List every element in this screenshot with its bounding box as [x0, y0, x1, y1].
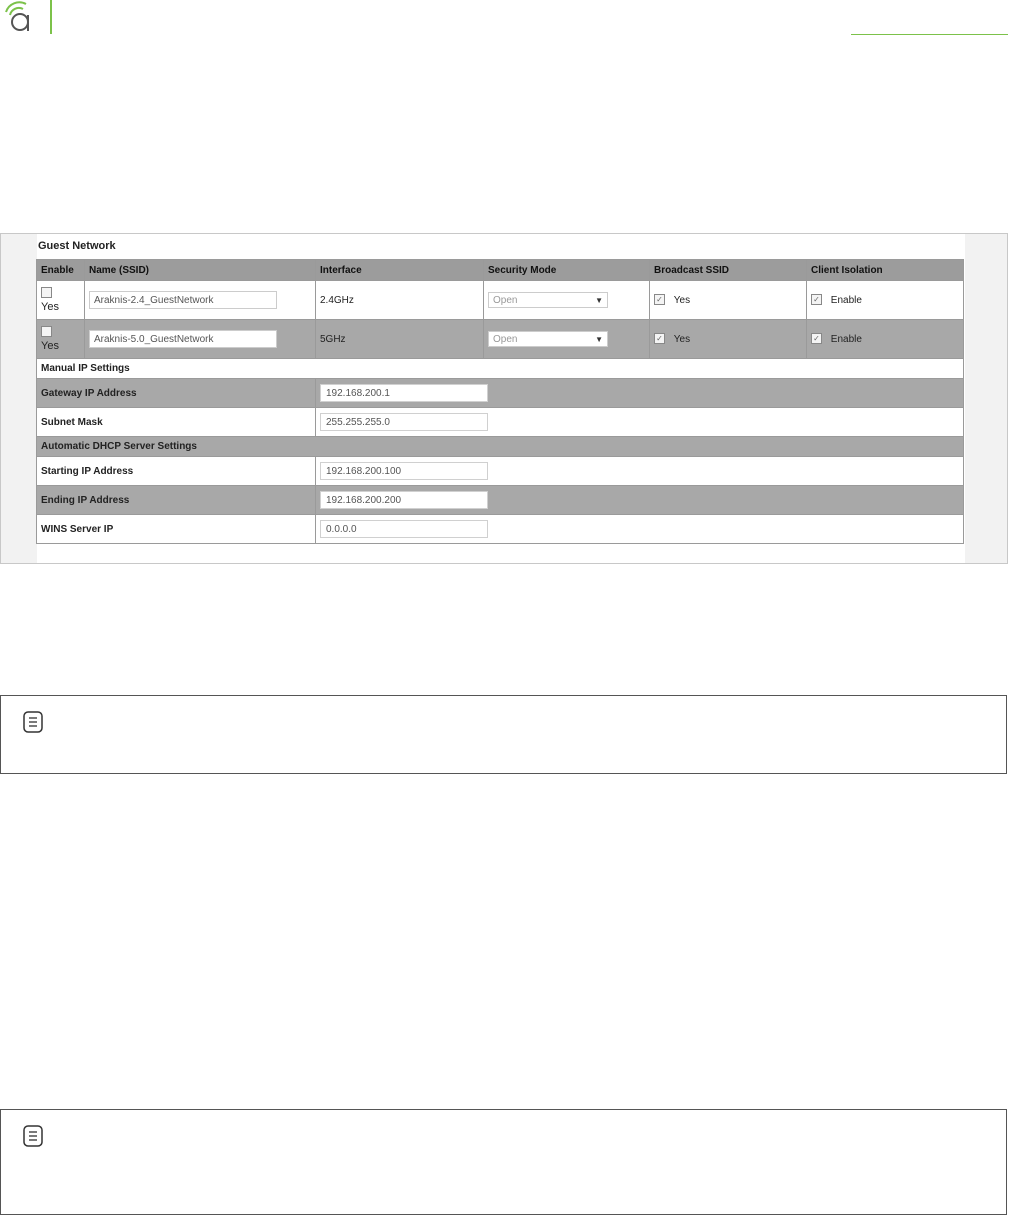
subnet-label: Subnet Mask [37, 408, 316, 437]
enable-label: Yes [41, 301, 59, 313]
isolation-label: Enable [830, 333, 862, 345]
enable-cell [37, 281, 85, 320]
broadcast-cell [650, 320, 807, 359]
dropdown-arrow-icon: ▼ [595, 296, 603, 305]
start-ip-input[interactable]: 192.168.200.100 [320, 462, 488, 480]
gateway-ip-input[interactable]: 192.168.200.1 [320, 384, 488, 402]
dropdown-arrow-icon: ▼ [595, 335, 603, 344]
table-row [37, 408, 964, 437]
start-ip-cell [316, 457, 964, 486]
note-box [0, 695, 1007, 774]
isolation-cell [807, 320, 964, 359]
ssid-input[interactable]: Araknis-5.0_GuestNetwork [89, 330, 277, 348]
table-row [37, 379, 964, 408]
table-header-row [37, 260, 964, 281]
table-row [37, 320, 964, 359]
broadcast-checkbox[interactable]: ✓ [654, 294, 665, 305]
note-icon [23, 1125, 43, 1147]
isolation-label: Enable [830, 294, 862, 306]
guest-network-title: Guest Network [38, 240, 116, 252]
isolation-checkbox[interactable]: ✓ [811, 294, 822, 305]
column-header: Name (SSID) [85, 260, 316, 281]
column-header: Interface [316, 260, 484, 281]
column-header: Security Mode [484, 260, 650, 281]
gateway-label: Gateway IP Address [37, 379, 316, 408]
column-header: Enable [37, 260, 85, 281]
security-cell [484, 320, 650, 359]
ssid-cell [85, 281, 316, 320]
note-box [0, 1109, 1007, 1215]
table-row [37, 457, 964, 486]
subnet-mask-input[interactable]: 255.255.255.0 [320, 413, 488, 431]
enable-checkbox[interactable] [41, 326, 52, 337]
subnet-cell [316, 408, 964, 437]
security-mode-value: Open [493, 334, 518, 345]
note-icon [23, 711, 43, 733]
isolation-checkbox[interactable]: ✓ [811, 333, 822, 344]
araknis-logo-icon [4, 0, 40, 34]
broadcast-cell [650, 281, 807, 320]
column-header: Client Isolation [807, 260, 964, 281]
broadcast-label: Yes [673, 294, 691, 306]
table-row [37, 281, 964, 320]
table-row [37, 486, 964, 515]
enable-checkbox[interactable] [41, 287, 52, 298]
end-ip-cell [316, 486, 964, 515]
wins-label: WINS Server IP [37, 515, 316, 544]
interface-value: 5GHz [316, 320, 484, 359]
section-row [37, 437, 964, 457]
enable-cell [37, 320, 85, 359]
section-row [37, 359, 964, 379]
header-divider [50, 0, 52, 34]
ssid-cell [85, 320, 316, 359]
end-ip-input[interactable]: 192.168.200.200 [320, 491, 488, 509]
manual-ip-settings-title: Manual IP Settings [37, 359, 964, 379]
end-ip-label: Ending IP Address [37, 486, 316, 515]
security-mode-select[interactable] [488, 331, 608, 347]
interface-value: 2.4GHz [316, 281, 484, 320]
security-mode-select[interactable] [488, 292, 608, 308]
header-rule [851, 34, 1008, 35]
isolation-cell [807, 281, 964, 320]
start-ip-label: Starting IP Address [37, 457, 316, 486]
gateway-cell [316, 379, 964, 408]
guest-network-table [36, 259, 964, 544]
broadcast-label: Yes [673, 333, 691, 345]
security-mode-value: Open [493, 295, 518, 306]
wins-cell [316, 515, 964, 544]
ssid-input[interactable]: Araknis-2.4_GuestNetwork [89, 291, 277, 309]
security-cell [484, 281, 650, 320]
enable-label: Yes [41, 340, 59, 352]
dhcp-settings-title: Automatic DHCP Server Settings [37, 437, 964, 457]
table-row [37, 515, 964, 544]
broadcast-checkbox[interactable]: ✓ [654, 333, 665, 344]
column-header: Broadcast SSID [650, 260, 807, 281]
wins-server-input[interactable]: 0.0.0.0 [320, 520, 488, 538]
